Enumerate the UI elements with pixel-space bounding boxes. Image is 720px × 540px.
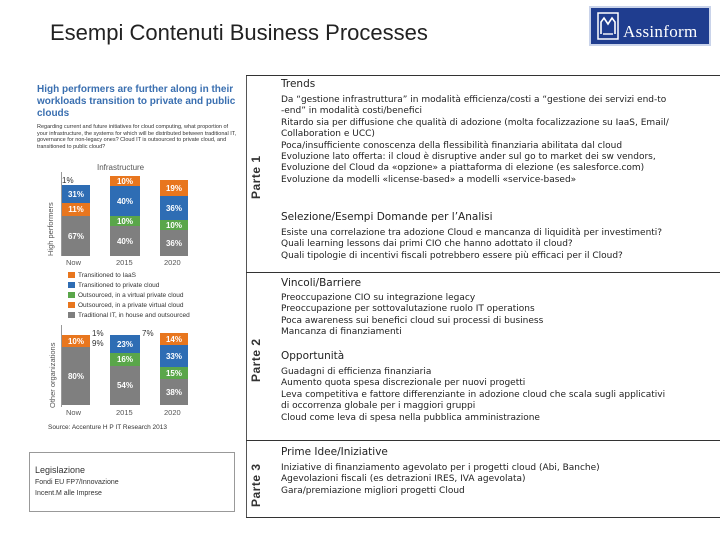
vincoli-line: Poca awareness sui benefici cloud sui processi di business (281, 315, 544, 326)
legislazione-title: Legislazione (35, 465, 86, 475)
trends-line: Da “gestione infrastruttura” in modalità efficienza/costi a “gestione dei servizi end-to (281, 95, 667, 105)
bottom-2020-seg-2: 33% (160, 345, 188, 367)
selezione-line: Esiste una correlazione tra adozione Cloud e mancanza di liquidità per investimenti? (281, 228, 663, 238)
parte-1-tab (246, 75, 268, 272)
legend-item: Transitioned to IaaS (68, 271, 190, 281)
vincoli-body (281, 293, 543, 339)
prime-idee-body (281, 463, 600, 497)
trends-line: Collaboration e UCC) (281, 129, 375, 140)
opportunita-line: Guadagni di efficienza finanziaria (281, 367, 432, 377)
top-chart-axis-label: High performers (46, 202, 55, 256)
parte-2-tab (246, 272, 268, 440)
top-x-2020: 2020 (164, 258, 181, 267)
top-2020-seg-2: 36% (160, 196, 188, 220)
top-chart-header: Infrastructure (97, 163, 145, 172)
bottom-x-now: Now (66, 408, 82, 417)
legislazione-line: Incent.M alle Imprese (35, 490, 102, 497)
opportunita-line: Aumento quota spesa discrezionale per nuovi progetti (281, 378, 526, 389)
top-x-now: Now (66, 258, 82, 267)
bottom-now-seg-4: 80% (62, 347, 90, 405)
parte-3-label: Parte 3 (249, 463, 263, 507)
bottom-x-2015: 2015 (116, 408, 133, 417)
chart-intro-text: Regarding current and future initiatives for cloud computing, what proportion of your infrastructure, the systems for which will be distributed between traditional IT, governance for non-legacy ones? Cloud IT is outsourced to private cloud, and transitioned to public cloud? (37, 124, 237, 150)
bottom-now-seg-3: 9% (92, 339, 104, 348)
opportunita-line: Leva competitiva e fattore differenziante in adozione cloud che scala sugli applicativi (281, 389, 666, 400)
top-2015-seg-2: 40% (110, 186, 140, 216)
trends-body (281, 95, 669, 186)
bottom-2020-seg-1: 14% (160, 333, 188, 345)
divider (246, 75, 720, 76)
vincoli-line: Mancanza di finanziamenti (281, 327, 402, 338)
trends-heading: Trends (281, 78, 316, 90)
prime-idee-heading: Prime Idee/Iniziative (281, 446, 388, 458)
parte-1-label: Parte 1 (249, 155, 263, 199)
top-2015-seg-4: 40% (110, 226, 140, 256)
opportunita-line: di occorrenza globale per i maggiori gruppi (281, 401, 476, 412)
top-now-seg-1: 1% (62, 176, 74, 185)
bottom-chart-axis-label: Other organizations (48, 342, 57, 408)
bottom-2020-seg-3: 15% (160, 367, 188, 379)
prime-idee-line: Iniziative di finanziamento agevolato per i progetti cloud (Abi, Banche) (281, 463, 600, 473)
parte-3-tab (246, 440, 268, 518)
trends-line: Ritardo sia per diffusione che qualità di adozione (molta focalizzazione su IaaS, Email/ (281, 117, 669, 128)
parte-2-label: Parte 2 (249, 338, 263, 382)
bottom-2015-seg-1: 7% (142, 329, 154, 338)
logo-icon (597, 12, 619, 40)
opportunita-heading: Opportunità (281, 350, 345, 362)
divider (246, 440, 720, 441)
top-2015-seg-1: 10% (110, 176, 140, 186)
bottom-2015-seg-3: 16% (110, 353, 140, 366)
top-x-2015: 2015 (116, 258, 133, 267)
opportunita-body (281, 367, 665, 424)
legend-item: Outsourced, in a virtual private cloud (68, 291, 190, 301)
top-2020-seg-3: 10% (160, 220, 188, 230)
divider (246, 272, 720, 273)
top-2020-seg-4: 36% (160, 230, 188, 256)
page-title: Esempi Contenuti Business Processes (50, 20, 428, 45)
top-now-seg-2: 31% (62, 185, 90, 203)
top-now-seg-3: 11% (62, 203, 90, 216)
trends-line: Evoluzione lato offerta: il cloud è disruptive ander sul go to market dei sw vendors, (281, 152, 656, 163)
bottom-2020-seg-4: 38% (160, 379, 188, 405)
selezione-body (281, 228, 662, 262)
logo-text: Assinform (623, 22, 698, 41)
top-2015-seg-3: 10% (110, 216, 140, 226)
bottom-now-seg-1: 1% (92, 329, 104, 338)
selezione-line: Quali tipologie di incentivi fiscali potrebbero essere più efficaci per il Cloud? (281, 250, 623, 261)
prime-idee-line: Gara/premiazione migliori progetti Cloud (281, 485, 465, 496)
bottom-now-seg-2: 10% (62, 335, 90, 347)
trends-line: Evoluzione da modelli «license-based» a modelli «service-based» (281, 174, 577, 185)
high-performers-heading: High performers are further along in their workloads transition to private and public clouds (37, 84, 236, 119)
selezione-line: Quali learning lessons dai primi CIO che hanno adottato il cloud? (281, 239, 573, 250)
bottom-2015-seg-2: 23% (110, 335, 140, 353)
legend-item: Transitioned to private cloud (68, 281, 190, 291)
legend-item: Traditional IT, in house and outsourced (68, 311, 190, 321)
bottom-2015-seg-4: 54% (110, 366, 140, 405)
vincoli-line: Preoccupazione CIO su integrazione legacy (281, 293, 476, 303)
trends-line: Evoluzione del Cloud da «opzione» a piattaforma di elezione (es salesforce.com) (281, 163, 645, 174)
opportunita-line: Cloud come leva di spesa nella pubblica amministrazione (281, 412, 540, 423)
chart-legend (68, 271, 190, 321)
divider (246, 517, 720, 518)
trends-line: -end” in modalità costi/benefici (281, 106, 423, 117)
bottom-x-2020: 2020 (164, 408, 181, 417)
selezione-heading: Selezione/Esempi Domande per l’Analisi (281, 211, 493, 223)
legislazione-box (29, 452, 235, 512)
assinform-logo (589, 6, 711, 46)
top-2020-seg-1: 19% (160, 180, 188, 196)
vincoli-heading: Vincoli/Barriere (281, 277, 362, 289)
prime-idee-line: Agevolazioni fiscali (es detrazioni IRES, IVA agevolata) (281, 474, 526, 485)
legislazione-line: Fondi EU FP7/Innovazione (35, 479, 119, 486)
trends-line: Poca/insufficiente conoscenza della flessibilità finanziaria abilitata dal cloud (281, 140, 623, 151)
legend-item: Outsourced, in a private virtual cloud (68, 301, 190, 311)
top-now-seg-4: 67% (62, 216, 90, 256)
chart-source: Source: Accenture H P IT Research 2013 (48, 424, 167, 431)
vincoli-line: Preoccupazione per sottovalutazione ruolo IT operations (281, 304, 535, 315)
